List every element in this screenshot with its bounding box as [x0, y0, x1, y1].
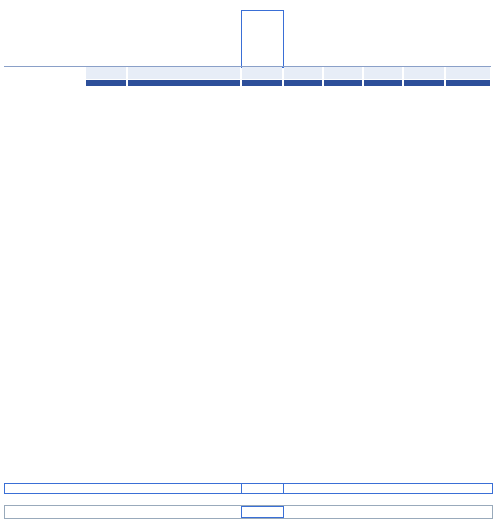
datatype-gdp: [324, 67, 362, 79]
datatype-life: [128, 67, 240, 79]
highlight-box-healthy-header: [241, 10, 284, 68]
highlight-box-usa-hale: [241, 506, 284, 518]
year-population: [86, 80, 126, 86]
datatype-population: [86, 67, 126, 79]
year-mmr: [364, 80, 402, 86]
datatype-u5: [446, 67, 490, 79]
year-life: [128, 80, 240, 86]
highlight-box-china-hale: [241, 483, 284, 494]
datatype-hale: [242, 67, 282, 79]
year-gdp: [324, 80, 362, 86]
datatype-sba: [404, 67, 444, 79]
datatype-mmr: [364, 67, 402, 79]
year-hale: [242, 80, 282, 86]
datatype-che: [284, 67, 322, 79]
year-che: [284, 80, 322, 86]
year-u5: [446, 80, 490, 86]
year-sba: [404, 80, 444, 86]
